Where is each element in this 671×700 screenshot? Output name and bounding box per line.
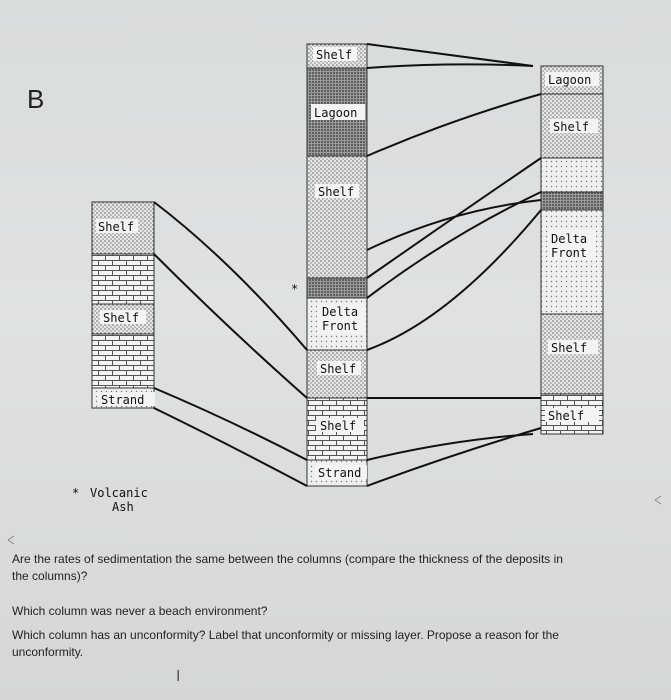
return-arrow-icon (8, 536, 14, 544)
middle-column (291, 44, 367, 486)
text-cursor-icon[interactable]: I (176, 668, 181, 685)
question-1-line-1: Are the rates of sedimentation the same between the columns (compare the thickness of the deposits in (12, 552, 563, 566)
legend-label-volcanic: Volcanic (90, 486, 148, 500)
correlation-line (154, 408, 307, 486)
middle-label-front: Front (322, 319, 359, 333)
correlation-line (154, 254, 307, 398)
correlation-line (367, 94, 541, 156)
middle-label-shelf-2: Shelf (318, 185, 355, 199)
legend-label-ash: Ash (112, 500, 134, 514)
correlation-line (367, 192, 541, 298)
question-3-line-1: Which column has an unconformity? Label that unconformity or missing layer. Propose a reason for the (12, 628, 559, 642)
middle-label-delta: Delta (322, 305, 359, 319)
legend (72, 486, 148, 514)
correlation-line (367, 428, 541, 486)
left-label-shelf-middle: Shelf (103, 311, 140, 325)
return-arrow-icon (655, 496, 661, 504)
correlation-line (367, 200, 541, 250)
right-label-lagoon: Lagoon (548, 73, 592, 87)
legend-symbol: * (72, 486, 80, 500)
left-label-shelf-top: Shelf (98, 220, 135, 234)
correlation-line (367, 64, 533, 68)
right-label-shelf-bottom: Shelf (548, 409, 585, 423)
middle-label-lagoon: Lagoon (314, 106, 358, 120)
middle-label-shelf-4: Shelf (320, 419, 357, 433)
right-label-shelf-top: Shelf (553, 120, 590, 134)
middle-label-shelf-top: Shelf (316, 48, 353, 62)
right-column (541, 66, 603, 434)
question-3-line-2: unconformity. (12, 645, 84, 659)
middle-label-shelf-3: Shelf (320, 362, 357, 376)
correlation-line (154, 388, 307, 460)
right-label-front: Front (551, 246, 588, 260)
right-label-shelf-middle: Shelf (551, 341, 588, 355)
question-1-line-2: the columns)? (12, 569, 88, 583)
left-label-strand: Strand (101, 393, 145, 407)
right-label-delta: Delta (551, 232, 588, 246)
correlation-line (367, 44, 533, 66)
middle-label-strand: Strand (318, 466, 362, 480)
left-column (92, 202, 155, 408)
question-2: Which column was never a beach environment? (12, 604, 268, 618)
panel-letter: B (27, 84, 45, 114)
volcanic-ash-marker: * (291, 282, 299, 296)
correlation-line (367, 158, 541, 278)
